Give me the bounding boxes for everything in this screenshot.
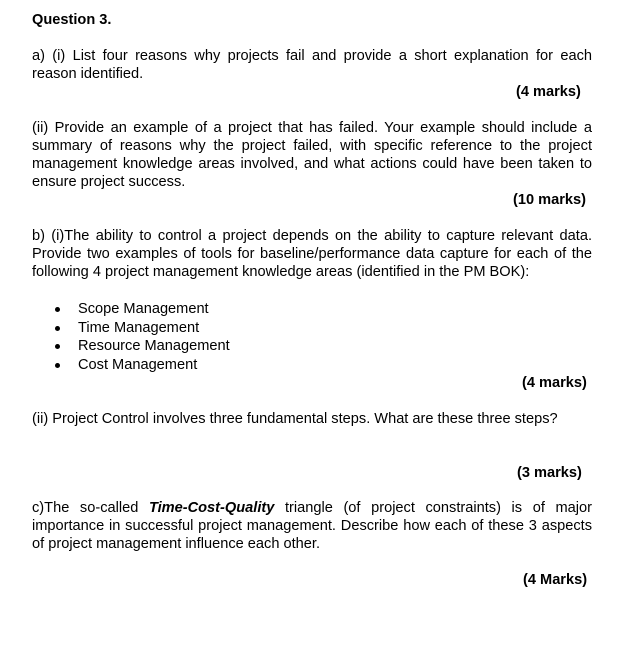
part-c-text [32, 499, 592, 553]
bullet-icon [55, 326, 60, 331]
list-item [32, 319, 230, 338]
list-item [32, 300, 230, 319]
bullet-icon [55, 344, 60, 349]
part-a-i-text: a) (i) List four reasons why projects fail and provide a short explanation for each reason identified. [32, 48, 592, 82]
part-a-ii-text: (ii) Provide an example of a project that has failed. Your example should include a summary of reasons why the project failed, with specific reference to the project management knowledge areas involved, and what actions could have been taken to ensure project success. [32, 120, 592, 190]
list-item [32, 337, 230, 356]
part-c-marks: (4 Marks) [523, 572, 588, 588]
question-title: Question 3. [32, 12, 112, 28]
part-a-ii-marks: (10 marks) [513, 192, 587, 208]
part-b-ii-text: (ii) Project Control involves three fundamental steps. What are these three steps? [32, 411, 558, 427]
list-item-label: Resource Management [78, 338, 230, 354]
list-item [32, 356, 230, 375]
part-a-i-marks: (4 marks) [516, 84, 581, 100]
bullet-icon [55, 307, 60, 312]
part-c-emphasis: Time-Cost-Quality [148, 500, 275, 516]
part-b-i-text: b) (i)The ability to control a project depends on the ability to capture relevant data. Provide two examples of tools for baseline/performance data capture for each of the following 4 project management knowledge areas (identified in the PM BOK): [32, 228, 592, 280]
list-item-label: Cost Management [78, 356, 198, 373]
part-b-i-marks: (4 marks) [522, 375, 587, 391]
knowledge-area-list [32, 300, 230, 374]
part-b-ii-marks: (3 marks) [517, 465, 582, 481]
list-item-label: Scope Management [78, 301, 209, 317]
list-item-label: Time Management [78, 319, 200, 336]
part-c-suffix: triangle (of project constraints) is of major importance in successful project management. Describe how each of these 3 aspects of project management influence each other. [32, 500, 592, 552]
bullet-icon [55, 363, 60, 368]
part-c-prefix: c)The so-called [32, 500, 149, 516]
